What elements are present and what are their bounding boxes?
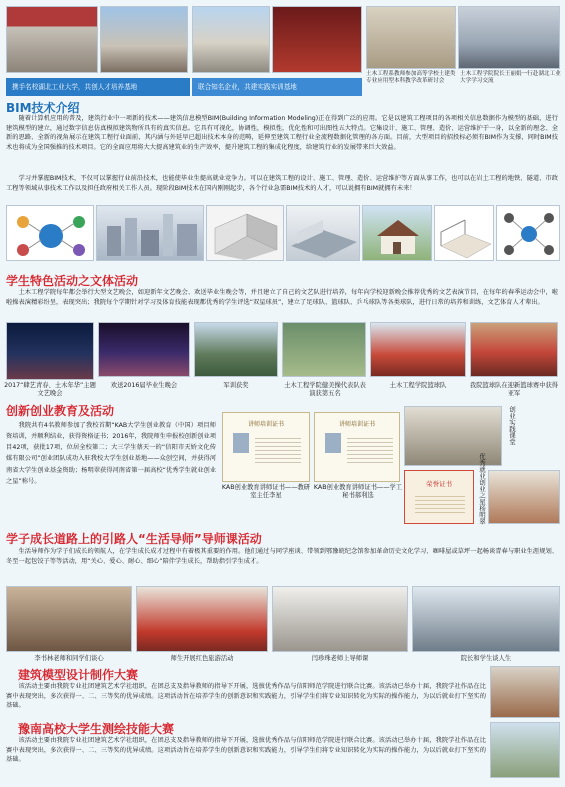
photo-employment-star (488, 470, 560, 524)
bim-paragraph-1: 随着计算机应用的普及，建筑行业中一项新的技术——建筑信息模型BIM(Building Information Modeling)正在得到广泛的应用。它是以建筑工程项目的各项相关信息数据作为模型的基础，进行建筑模型的建立，通过数字信息仿真模拟建筑物所具有的真实信息。它具有可视化，协调性，模拟性，优化性和可出图性五大特点。它集设计、施工、管理、造价、运营维护于一身，以全新的理念、全新的思路、全新的视角展示在建筑工程行业面前，其内涵与外延早已超出技术本身的范畴，延伸至建筑工程行业全流程数据化管理的各方面。目前，大型项目的招投标必须有BIM作为支撑，同时BIM技术也将成为全国强推的技术项目。它的全面应用将大大提高建筑业的生产效率，提升建筑工程的集成化程度，给建筑行业的发展带来巨大效益。 (6, 115, 558, 152)
certificate-photo-1 (233, 433, 249, 453)
photo-enterprise-meeting (272, 6, 362, 73)
caption-red-tourism: 师生开展红色旅游活动 (170, 655, 234, 662)
photo-mentor-class (272, 586, 408, 652)
certificate-title-2: 讲师培训证书 (338, 421, 375, 428)
photo-art-gala-2017 (6, 322, 94, 380)
photo-partner-university (100, 6, 188, 73)
caption-mentor-class: 闫珍珠老师上导师课 (311, 655, 369, 662)
bim-diagram (6, 205, 94, 261)
photo-military-training (194, 322, 278, 377)
photo-dean-talk (412, 586, 560, 652)
innovation-paragraph: 我院共有4名教师参加了我校首期“KAB大学生创业教育（中国）项目师资培训，并顺利结业，获得资格证书；2016年，我院师生申报校创新创业项目42项，获批17项，位居全校第二；大三学生蔡天一的“信阳市天娇文化传媒有限公司”创业团队成功入驻我校大学生创业基地——众创空间，并获得河南省大学生创业基金资助；杨明翠获得河南省第一届高校“优秀学生就业创业之星”称号。 (6, 422, 216, 485)
model-contest-heading: 建筑模型设计制作大赛 (18, 668, 139, 682)
caption-employment-star: 优秀就业创业之星杨明翠 (478, 453, 486, 525)
caption-aerobics-team: 土木工程学院健美操代表队表演获第五名 (284, 382, 366, 397)
bim-section-model (286, 205, 360, 261)
survey-contest-paragraph: 该活动主要由我院专业社团建筑艺术学社组织，在团总支及指导教师的指导下开展，选拔优秀作品与信阳师范学院进行联合比赛。该活动已举办十届，我院学社作品在比赛中表现突出，多次获得一、二、三等奖的优异成绩。这项活动旨在培养学生的创新意识和实践能力，引导学生们将专业知识转化为实际的操作能力，为以后就业打下坚实的基础。 (6, 737, 486, 764)
bim-people-network (496, 205, 560, 261)
bim-cycle-diagram (7, 206, 94, 261)
kab-certificate-li-xing (222, 412, 310, 482)
bim-paragraph-2: 学习并掌握BIM技术，不仅可以掌握行业前沿技术，也能使毕业生提高就业竞争力。可以在建筑工程的设计、施工、管理、造价、运营维护等方面从事工作，也可以在岩土工程的地铁、隧道、市政工程等领域从事技术工作以及担任政府相关工作人员。现阶段BIM技术在国内刚刚起步，各个行业急需BIM技术的人才，可以说拥有BIM就拥有未来！ (6, 175, 558, 192)
mentor-heading: 学子成长道路上的引路人“生活导师”导师课活动 (6, 532, 262, 546)
caption-teaching-seminar: 土木工程系教师参加高等学校土建类专业应用型本科教学改革研讨会 (366, 71, 456, 84)
bim-section-render (287, 206, 360, 261)
banner-university-cooperation (6, 78, 190, 96)
honor-certificate-yang-mingcui (404, 470, 474, 524)
banner-university-text: 携手名校湖北工业大学，共创人才培养基地 (12, 83, 138, 91)
photo-signing-ceremony (6, 6, 98, 73)
caption-entrepreneurship-class: 创业实践课堂 (508, 406, 516, 445)
model-contest-paragraph: 该活动主要由我院专业社团建筑艺术学社组织，在团总支及指导教师的指导下开展，选拔优秀作品与信阳师范学院进行联合比赛。该活动已举办十届，我院学社作品在比赛中表现突出，多次获得一、二、三等奖的优异成绩。这项活动旨在培养学生的创新意识和实践能力，引导学生们将专业知识转化为实际的操作能力，为以后就业打下坚实的基础。 (6, 683, 486, 710)
caption-cert-hao-lixuan: KAB创业教育讲师证书——学工秘书郝利选 (313, 484, 403, 499)
bim-structure-model (206, 205, 284, 261)
banner-enterprise-text: 联合知名企业，共建实践实训基地 (198, 83, 297, 91)
caption-basketball-runnerup: 我院篮球队在迎新篮球赛中获得亚军 (469, 382, 559, 397)
bim-interior-model (434, 205, 494, 261)
photo-entrepreneurship-class (404, 406, 502, 466)
photo-mentor-talk (6, 586, 132, 652)
photo-graduation-gala (98, 322, 190, 377)
innovation-heading: 创新创业教育及活动 (6, 404, 115, 418)
kab-certificate-hao-lixuan (314, 412, 400, 482)
caption-cert-li-xing: KAB创业教育讲师证书——教研室主任李星 (221, 484, 311, 499)
bim-heading: BIM技术介绍 (6, 101, 80, 115)
certificate-title-1: 讲师培训证书 (247, 421, 284, 428)
bim-floorplan-render (435, 206, 494, 261)
bim-house-model (362, 205, 432, 261)
mentor-paragraph: 生活导师作为学子们成长的领航人，在学生成长成才过程中有着极其重要的作用。他们通过与同学座谈、带领到鄂豫皖纪念馆参加革命历史文化学习、咖啡屋或草坪一起畅谈青春与职业生涯规划、冬至一起包饺子等等活动，用“关心、爱心、耐心、细心”陪伴学生成长，帮助指引学生成才。 (6, 548, 558, 565)
caption-art-gala: 2017“肆艺青春、土木年华”主题文艺晚会 (4, 382, 96, 397)
certificate-lines-2 (347, 435, 393, 465)
caption-mentor-talk: 李书林老师和同学们谈心 (34, 655, 104, 662)
photo-university-exchange (458, 6, 560, 69)
photo-aerobics-team (282, 322, 366, 377)
bim-city-render (97, 206, 204, 261)
culture-heading: 学生特色活动之文体活动 (6, 274, 139, 288)
survey-contest-heading: 豫南高校大学生测绘技能大赛 (18, 722, 175, 736)
photo-basketball-runnerup (470, 322, 558, 377)
photo-teaching-seminar (366, 6, 456, 69)
caption-dean-talk: 院长和学生谈人生 (460, 655, 512, 662)
bim-structure-render (207, 206, 284, 261)
photo-enterprise-building (192, 6, 270, 73)
caption-university-exchange: 土木工程学院院长王丽娟一行赴湖北工业大学学习交流 (460, 71, 561, 84)
photo-survey-contest (490, 722, 560, 778)
bim-network-render (497, 206, 560, 261)
certificate-photo-2 (325, 433, 341, 453)
caption-basketball-team: 土木工程学院篮球队 (389, 382, 447, 389)
caption-graduation-gala: 欢送2016届毕业生晚会 (110, 382, 178, 389)
photo-model-contest (490, 666, 560, 718)
bim-city-model (96, 205, 204, 261)
photo-red-tourism (136, 586, 268, 652)
banner-enterprise-cooperation (192, 78, 362, 96)
bim-house-render (363, 206, 432, 261)
honor-certificate-title: 荣誉证书 (426, 480, 452, 488)
caption-military-training: 军训获奖 (223, 382, 249, 389)
certificate-lines-1 (255, 435, 301, 465)
culture-paragraph: 土木工程学院每年都会举行大型文艺晚会，如迎新年文艺晚会、欢送毕业生晚会等，并且建立了自己的文艺队进行培养，每年向学校迎新晚会推荐优秀的文艺表演节目，在每年的春季运动会中，啦啦操表演精彩纷呈，表现突出；我院每个学期针对学习及体育技能表现都优秀的学生评选“双星球员”，建立了足球队、篮球队、乒乓球队等各类球队，进行日常的培养和训练，文艺体育人才辈出。 (6, 289, 558, 306)
photo-basketball-team (370, 322, 466, 377)
honor-certificate-lines (415, 493, 465, 515)
